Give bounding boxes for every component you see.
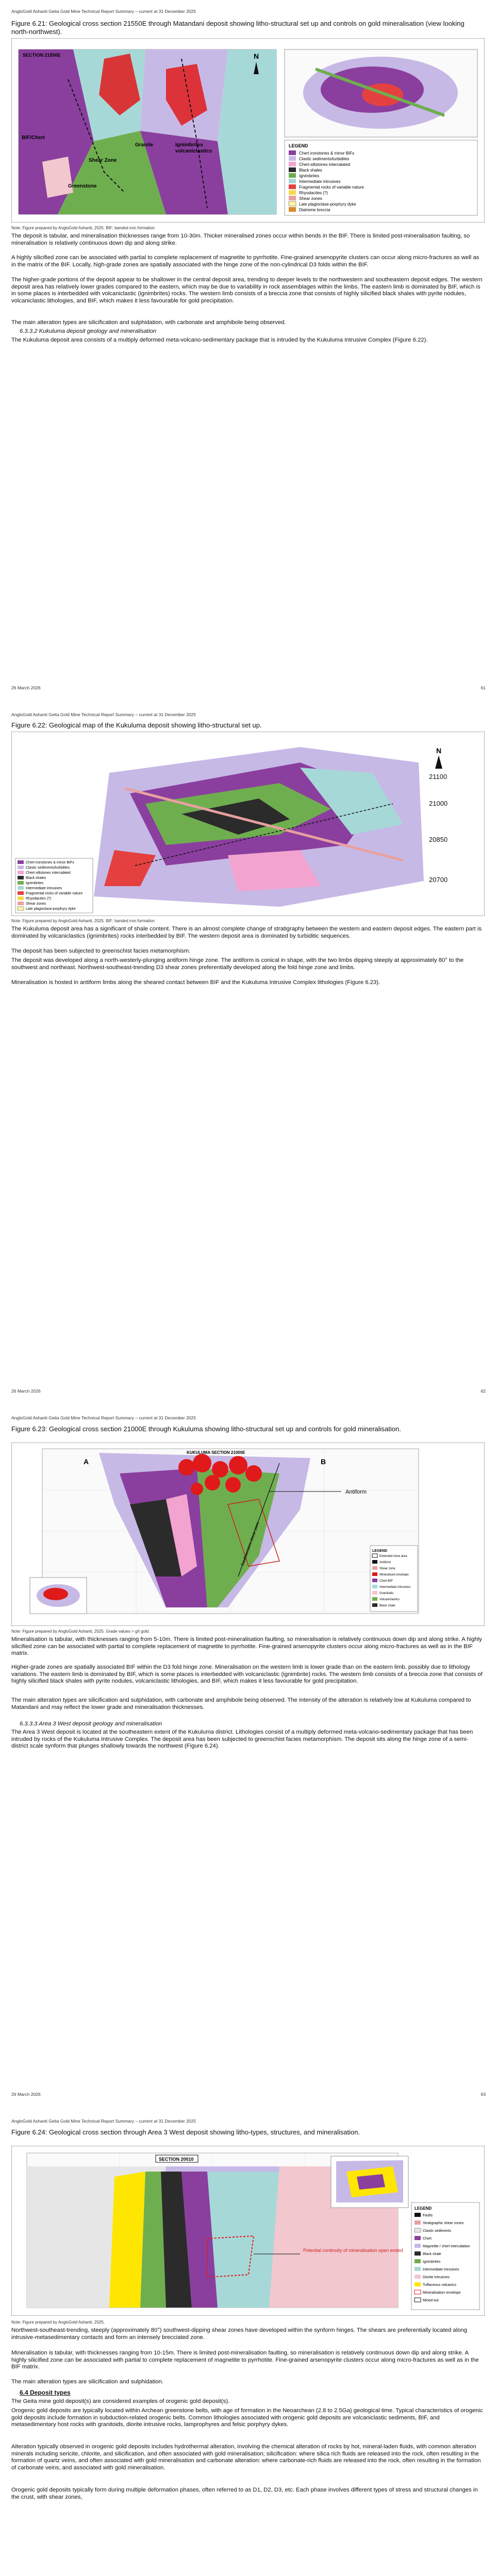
legend-item: Intermediate intrusives bbox=[26, 887, 62, 890]
north-arrow-letter: N bbox=[436, 747, 442, 755]
label-bif-chert: BIF/Chert bbox=[22, 135, 45, 141]
legend-item: Mined out bbox=[423, 2299, 439, 2302]
paragraph: Northwest-southeast-trending, steeply (approximately 80°) southwest-dipping shear zones have developed within the synform hinges. The shears are preferentially located along intrusive-metasedimentary contacts and form an intensely brecciated zone. bbox=[11, 2327, 468, 2341]
figure-note: Note: Figure prepared by AngloGold Ashanti, 2025. BIF: banded iron formation bbox=[11, 226, 155, 230]
northing-label: 21100 bbox=[429, 773, 448, 781]
north-arrow-letter: N bbox=[254, 52, 259, 60]
legend-item: Volcaniclastics bbox=[379, 1598, 400, 1601]
paragraph: The main alteration types are silicification and sulphidation. bbox=[11, 2379, 164, 2385]
legend-item: Diatreme breccia bbox=[299, 208, 330, 212]
legend-item: Black shale bbox=[423, 2252, 441, 2256]
legend-item: Black shales bbox=[26, 876, 46, 880]
paragraph: Mineralisation is tabular, with thicknesses ranging from 5-10m. There is limited post-mineralisation faulting, so mineralisation is relatively continuous down dip and along strike. A highly silicified zone can be associated with partial to complete replacement of magnetite to pyrrhotite. Fine-grained arsenopyrite clusters occur along micro-fractures as well as in the BIF matrix. bbox=[11, 1636, 482, 1657]
figure-note: Note: Figure prepared by AngloGold Ashanti, 2025. bbox=[11, 2320, 105, 2325]
report-page-64 bbox=[0, 2110, 497, 2576]
page-header: AngloGold Ashanti Geita Gold Mine Technical Report Summary – current at 31 December 2025 bbox=[11, 2119, 196, 2124]
paragraph: The deposit has been subjected to greenschist facies metamorphism. bbox=[11, 948, 191, 954]
label-greenstone: Greenstone bbox=[68, 183, 97, 189]
paragraph: The Kukuluma deposit area consists of a multiply deformed meta-volcano-sedimentary package that is intruded by the Kukuluma Intrusive Complex (Figure 6.22). bbox=[11, 337, 428, 343]
label-shear-zone: Shear Zone bbox=[89, 158, 117, 163]
paragraph: Higher-grade zones are spatially associated BIF within the D3 fold hinge zone. Mineralisation on the western limb is lower grade than on the eastern limb, possibly due to lithology variations. The eastern limb is dominated by BIF, which is some places is interbedded with volcaniclastic (ignimbrite) rocks. The western limb consists of a breccia zone that consists of highly silicified black shales with pyrite nodules, volcaniclastic lithologies, and BIF, which makes it less favourable for gold precipitation. bbox=[11, 1664, 483, 1685]
page-footer bbox=[11, 1388, 486, 1394]
figure-note: Note: Figure prepared by AngloGold Ashanti, 2025. BIF: banded iron formation bbox=[11, 919, 155, 923]
paragraph: The main alteration types are silicification and sulphidation, with carbonate and amphibole being observed. bbox=[11, 319, 286, 326]
paragraph: The higher-grade portions of the deposit appear to be shallower in the central deposit area, trending to deeper levels to the northwestern and southeastern deposit edges. The western deposit area has relatively lower grades compared to the eastern, which may be due to variability in rock assemblages within the limbs. The eastern limb is dominated by BIF, which is in some places is interbedded with volcaniclastic (ignimbrites) rocks. The western limb consists of a breccia zone that consists of highly silicified black shales with pyrite nodules, volcaniclastic lithologies, and BIF, which makes it less favourable for gold precipitation. bbox=[11, 277, 483, 304]
paragraph: The main alteration types are silicification and sulphidation, with carbonate and amphibole being observed. The intensity of the alteration is relatively low at Kukuluma compared to Matandani and may reflect the lower grade and mineralisation thicknesses. bbox=[11, 1697, 471, 1710]
legend-item: Intermediate intrusives bbox=[299, 179, 341, 184]
legend-item: Chert ironstones & minor BIFs bbox=[299, 151, 355, 156]
figure-6-24-cross-section bbox=[11, 2146, 485, 2318]
legend-item: Tuffaceous volcanics bbox=[423, 2283, 456, 2287]
legend-item: Ignimbrites bbox=[299, 174, 320, 178]
footer-date: 26 March 2026 bbox=[11, 1388, 41, 1394]
page-footer bbox=[11, 685, 486, 690]
figure-6-21-cross-section bbox=[11, 38, 485, 225]
legend-title: LEGEND bbox=[372, 1549, 388, 1553]
legend-item: Clastic sediments bbox=[423, 2229, 451, 2233]
legend-item: Ignimbrites bbox=[26, 882, 44, 885]
figure-caption: Figure 6.22: Geological map of the Kukuluma deposit showing litho-structural set up. bbox=[11, 721, 262, 729]
section-label: SECTION 20010 bbox=[159, 2157, 194, 2162]
legend-item: Clastic sediments/turbidites bbox=[26, 866, 70, 870]
paragraph: The deposit is tabular, and mineralisation thicknesses range from 10-30m. Thicker mineralised zones occur within bends in the BIF. There is limited post-mineralisation faulting, so mineralisation is relatively continuous down dip and along strike. bbox=[11, 233, 470, 246]
page-number: 62 bbox=[481, 1388, 486, 1394]
legend-item: Extended mine area bbox=[379, 1555, 407, 1558]
paragraph: The Area 3 West deposit is located at the southeastern extent of the Kukuluma district. Lithologies consist of a multiply deformed meta-volcano-sedimentary package that has been intruded by rocks of the Kukuluma Intrusive Complex. The deposit area has been subjected to greenschist facies metamorphism. The deposit sits along the hinge zone of a semi-district scale synform that plunges shallowly towards the northwest (Figure 6.24). bbox=[11, 1729, 473, 1750]
label-granite: Granite bbox=[135, 142, 154, 148]
legend-item: Ignimbrites bbox=[423, 2260, 441, 2264]
paragraph: Orogenic gold deposits are typically located within Archean greenstone belts, with age of formation in the Neoarchean (2.8 to 2.5Ga) geological time. Typical characteristics of orogenic gold deposits include formation in subduction-related orogenic belts. Common lithologies associated with orogenic gold deposits are volcaniclastic sediments, BIF, and metasedimentary host rocks with granitoids, diorite intrusive rocks, lamprophyres and felsic porphyry dykes. bbox=[11, 2408, 483, 2428]
label-ignimbrites: Ignimbrites bbox=[175, 142, 203, 148]
legend-item: Chert-siltstones intercalated bbox=[299, 162, 351, 167]
end-a-label: A bbox=[84, 1458, 89, 1466]
label-volcaniclastics: volcaniclastics bbox=[175, 148, 212, 154]
legend-title: LEGEND bbox=[415, 2206, 432, 2211]
page-number: 61 bbox=[481, 685, 486, 690]
paragraph: Alteration typically observed in orogenic gold deposits includes hydrothermal alteration, involving the chemical alteration of rocks by hot, mineral-laden fluids, with common alteration minerals including sericite, chlorite, and silicification, and often associated with gold mineralisation; silicification: where silica rich fluids are released into the rock, often resulting in the formation of quartz veins, and often associated with gold mineralisation and carbonate alteration: where carbonate-rich fluids are released into the rock, often resulting in the formation of carbonate veins, and associated with gold mineralisation. bbox=[11, 2444, 481, 2471]
footer-date: 26 March 2026 bbox=[11, 2092, 41, 2097]
legend-item: Chert-siltstones intercalated bbox=[26, 871, 71, 875]
page-header: AngloGold Ashanti Geita Gold Mine Technical Report Summary – current at 31 December 2025 bbox=[11, 9, 196, 14]
page-header: AngloGold Ashanti Geita Gold Mine Technical Report Summary – current at 31 December 2025 bbox=[11, 712, 196, 717]
report-page-61 bbox=[0, 0, 497, 703]
legend-item: Magnetite / chert intercalation bbox=[423, 2245, 470, 2248]
legend-item: Mineralised envelope bbox=[379, 1573, 409, 1577]
legend-item: Rhyodacites (?) bbox=[299, 191, 328, 195]
end-b-label: B bbox=[321, 1458, 326, 1466]
legend-item: Shear zone bbox=[379, 1567, 395, 1570]
northing-label: 20850 bbox=[429, 836, 448, 843]
legend-item: Faults bbox=[423, 2214, 433, 2217]
section-heading: 6.3.3.2 Kukuluma deposit geology and mineralisation bbox=[20, 328, 157, 334]
figure-6-23-cross-section bbox=[11, 1443, 485, 1629]
figure-caption: Figure 6.21: Geological cross section 21550E through Matandani deposit showing litho-structural set up and controls on gold mineralisation (view looking north-northwest). bbox=[11, 20, 465, 36]
section-heading: 6.4 Deposit types bbox=[20, 2389, 71, 2396]
legend-item: Late plagioclase-porphyry dyke bbox=[299, 202, 356, 207]
potential-continuity-label: Potential continuity of mineralisation open ended bbox=[303, 2248, 403, 2253]
page-footer bbox=[11, 2092, 486, 2097]
paragraph: Orogenic gold deposits typically form during multiple deformation phases, often referred to as D1, D2, D3, etc. Each phase involves different types of stress and structural changes in the crust, with shear zones, bbox=[11, 2487, 478, 2500]
legend-item: Antiform bbox=[379, 1561, 391, 1564]
section-label: SECTION 21550E bbox=[23, 53, 61, 58]
paragraph: Mineralisation is hosted in antiform limbs along the sheared contact between BIF and the Kukuluma Intrusive Complex lithologies (Figure 6.23). bbox=[11, 979, 380, 986]
section-heading: 6.3.3.3 Area 3 West deposit geology and mineralisation bbox=[20, 1721, 162, 1727]
paragraph: A highly silicified zone can be associated with partial to complete replacement of magnetite to pyrrhotite. Fine-grained arsenopyrite clusters can occur along micro-fractures as well as in the matrix of the BIF. Locally, high-grade zones are spatially associated with the hinge zone of the non-cylindrical D3 folds within the BIF. bbox=[11, 255, 479, 268]
paragraph: The Kukuluma deposit area has a significant of shale content. There is an almost complete change of stratigraphy between the western and eastern deposit edges. The eastern part is dominated by volcaniclastics (ignimbrites) rocks interbedded by BIF. The western deposit area is dominated by turbiditic sequences. bbox=[11, 926, 482, 939]
figure-6-22-geological-map bbox=[11, 732, 485, 919]
figure-caption: Figure 6.23: Geological cross section 21000E through Kukuluma showing litho-structural set up and controls for gold mineralisation. bbox=[11, 1425, 401, 1433]
antiform-label: Antiform bbox=[345, 1489, 367, 1495]
figure-caption: Figure 6.24: Geological cross section through Area 3 West deposit showing litho-types, structures, and mineralisation. bbox=[11, 2128, 360, 2136]
legend-item: Chert ironstones & minor BIFs bbox=[26, 861, 74, 865]
legend-item: Black shales bbox=[299, 168, 322, 173]
paragraph: The deposit was developed along a north-westerly-plunging antiform hinge zone. The antiform is conical in shape, with the two limbs dipping steeply at approximately 80° to the southwest and northeast. Northwest-southeast-trending D3 shear zones preferentially developed along the fold hinge zone and limbs. bbox=[11, 957, 464, 971]
legend-item: Fragmental rocks of variable nature bbox=[299, 185, 364, 190]
legend-item: Diorite intrusives bbox=[423, 2276, 450, 2279]
legend-title: LEGEND bbox=[289, 143, 308, 148]
section-label: KUKULUMA SECTION 21000E bbox=[187, 1450, 245, 1455]
page-number: 63 bbox=[481, 2092, 486, 2097]
northing-label: 21000 bbox=[429, 800, 448, 807]
legend-item: Shear zones bbox=[26, 902, 46, 906]
legend-item: Fragmental rocks of variable nature bbox=[26, 892, 83, 895]
legend-item: Mineralisation envelope bbox=[423, 2291, 461, 2295]
page-header: AngloGold Ashanti Geita Gold Mine Technical Report Summary – current at 31 December 2025 bbox=[11, 1415, 196, 1420]
figure-note: Note: Figure prepared by AngloGold Ashanti, 2025. Grade values > g/t gold. bbox=[11, 1629, 150, 1634]
legend-item: Intermediate intrusives bbox=[379, 1586, 411, 1589]
legend-item: Clastic sediments/turbidites bbox=[299, 157, 350, 161]
legend-item: Chert-BIF bbox=[379, 1580, 393, 1583]
shear-zone-label: Southwestern shear zone bbox=[240, 1521, 260, 1567]
northing-label: 20700 bbox=[429, 876, 448, 884]
legend-item: Chert bbox=[423, 2237, 432, 2241]
paragraph: Mineralisation is tabular, with thicknesses ranging from 10-15m. There is limited post-mineralisation faulting, so mineralisation is relatively continuous down dip and along strike. A highly silicified zone can be associated with partial to complete replacement of magnetite to pyrrhotite. Fine-grained arsenopyrite clusters occur along micro-fractures as well as in the BIF matrix. bbox=[11, 2350, 479, 2370]
report-page-63 bbox=[0, 1406, 497, 2110]
legend-item: Stratigraphic shear zones bbox=[423, 2222, 464, 2225]
footer-date: 26 March 2026 bbox=[11, 685, 41, 690]
legend-item: Rhyodacites (?) bbox=[26, 897, 52, 901]
paragraph: The Geita mine gold deposit(s) are considered examples of orogenic gold deposit(s). bbox=[11, 2398, 230, 2404]
legend-item: Granitoids bbox=[379, 1592, 394, 1595]
legend-item: Intermediate intrusives bbox=[423, 2268, 459, 2272]
legend-item: Black shale bbox=[379, 1604, 395, 1607]
report-page-62 bbox=[0, 703, 497, 1406]
legend-item: Shear zones bbox=[299, 196, 322, 201]
legend-item: Late plagioclase-porphyry dyke bbox=[26, 907, 76, 911]
